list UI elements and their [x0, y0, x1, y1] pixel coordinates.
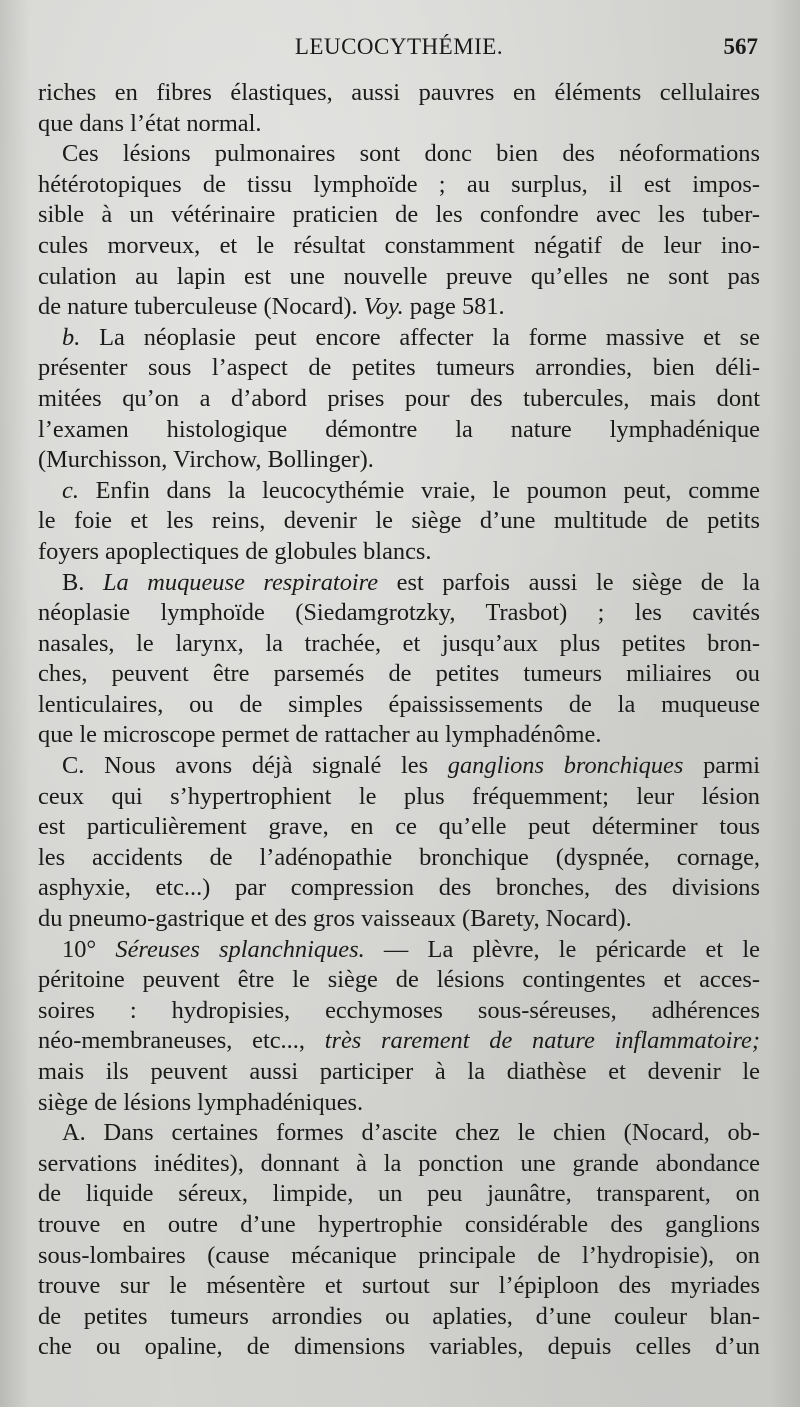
text-line	[38, 384, 760, 415]
text-line	[38, 1241, 760, 1272]
text-line	[38, 568, 760, 599]
text-segment: A. Dans certaines formes d’ascite chez le chien (Nocard, ob-	[62, 1119, 760, 1147]
text-segment: les accidents de l’adénopathie bronchique (dyspnée, cornage,	[38, 843, 760, 871]
text-segment: C. Nous avons déjà signalé les	[62, 752, 448, 780]
text-segment: parmi	[683, 752, 760, 780]
text-line	[38, 1271, 760, 1302]
text-line	[38, 720, 760, 751]
italic-text: La muqueuse respiratoire	[102, 568, 379, 596]
text-segment: hétérotopiques de tissu lymphoïde ; au surplus, il est impos-	[38, 170, 760, 198]
text-segment: est particulièrement grave, en ce qu’elle peut déterminer tous	[38, 813, 760, 841]
text-line	[38, 1179, 760, 1210]
text-segment: ceux qui s’hypertrophient le plus fréquemment; leur lésion	[38, 782, 760, 810]
text-segment: cules morveux, et le résultat constamment négatif de leur ino-	[38, 231, 760, 259]
text-line	[38, 1088, 760, 1119]
text-line	[38, 170, 760, 201]
text-segment: péritoine peuvent être le siège de lésions contingentes et acces-	[38, 966, 760, 994]
italic-text: ganglions bronchiques	[447, 752, 684, 780]
text-line	[38, 231, 760, 262]
text-line	[38, 965, 760, 996]
text-segment: B.	[62, 568, 103, 596]
text-segment: siège de lésions lymphadéniques.	[38, 1088, 364, 1116]
text-line	[38, 1057, 760, 1088]
text-line	[38, 935, 760, 966]
text-line	[38, 690, 760, 721]
text-line	[38, 996, 760, 1027]
text-segment: riches en fibres élastiques, aussi pauvres en éléments cellulaires	[38, 79, 760, 106]
italic-text: Séreuses splanchniques.	[115, 935, 365, 963]
text-line	[38, 843, 760, 874]
italic-text: c.	[62, 476, 79, 504]
text-segment: le foie et les reins, devenir le siège d’une multitude de petits	[38, 507, 760, 535]
text-line	[38, 506, 760, 537]
text-segment: mais ils peuvent aussi participer à la diathèse et devenir le	[38, 1058, 760, 1085]
text-segment: que dans l’état normal.	[38, 109, 262, 137]
text-segment: asphyxie, etc...) par compression des bronches, des divisions	[38, 874, 760, 902]
text-line	[38, 873, 760, 904]
text-line	[38, 537, 760, 568]
text-segment: l’examen histologique démontre la nature lymphadénique	[38, 415, 760, 443]
text-segment: — La plèvre, le péricarde et le	[364, 935, 760, 963]
text-segment: du pneumo-gastrique et des gros vaisseaux (Barety, Nocard).	[38, 905, 632, 933]
text-line	[38, 782, 760, 813]
text-segment: nasales, le larynx, la trachée, et jusqu’aux plus petites bron-	[38, 629, 760, 657]
text-line	[38, 353, 760, 384]
text-line	[38, 1332, 760, 1363]
text-line	[38, 292, 760, 323]
text-line	[38, 598, 760, 629]
text-segment: trouve sur le mésentère et surtout sur l’épiploon des myriades	[38, 1272, 760, 1300]
text-segment: page 581.	[403, 293, 505, 321]
text-line	[38, 200, 760, 231]
text-segment: de nature tuberculeuse (Nocard).	[38, 293, 364, 321]
text-line	[38, 78, 760, 109]
text-line	[38, 476, 760, 507]
text-line	[38, 1026, 760, 1057]
italic-text: b.	[62, 323, 81, 351]
text-segment: de liquide séreux, limpide, un peu jaunâtre, transparent, on	[38, 1180, 760, 1208]
text-line	[38, 904, 760, 935]
running-title: LEUCOCYTHÉMIE.	[294, 34, 504, 59]
text-line	[38, 1149, 760, 1180]
text-segment: ches, peuvent être parsemés de petites tumeurs miliaires ou	[38, 660, 760, 688]
text-line	[38, 262, 760, 293]
text-segment: che ou opaline, de dimensions variables, depuis celles d’un	[38, 1333, 760, 1361]
text-line	[38, 415, 760, 446]
text-line	[38, 109, 760, 140]
text-line	[38, 629, 760, 660]
text-segment: foyers apoplectiques de globules blancs.	[38, 537, 432, 565]
text-segment: que le microscope permet de rattacher au lymphadénôme.	[38, 721, 602, 749]
text-line	[38, 751, 760, 782]
text-segment: trouve en outre d’une hypertrophie considérable des ganglions	[38, 1210, 760, 1238]
text-line	[38, 812, 760, 843]
page-number: 567	[723, 34, 758, 59]
text-line	[38, 445, 760, 476]
text-segment: soires : hydropisies, ecchymoses sous-séreuses, adhérences	[38, 996, 760, 1024]
text-segment: Enfin dans la leucocythémie vraie, le poumon peut, comme	[78, 476, 760, 504]
text-segment: sible à un vétérinaire praticien de les confondre avec les tuber-	[38, 201, 760, 229]
text-line	[38, 323, 760, 354]
text-segment: de petites tumeurs arrondies ou aplaties, d’une couleur blan-	[38, 1302, 760, 1330]
text-segment: mitées qu’on a d’abord prises pour des tubercules, mais dont	[38, 384, 760, 412]
text-segment: servations inédites), donnant à la ponction une grande abondance	[38, 1149, 760, 1177]
text-segment: culation au lapin est une nouvelle preuve qu’elles ne sont pas	[38, 262, 760, 290]
text-segment: sous-lombaires (cause mécanique principale de l’hydropisie), on	[38, 1241, 760, 1269]
text-segment: La néoplasie peut encore affecter la forme massive et se	[80, 323, 760, 351]
text-segment: Ces lésions pulmonaires sont donc bien des néoformations	[62, 140, 760, 168]
italic-text: très rarement de nature inflammatoire;	[324, 1027, 760, 1055]
text-line	[38, 1302, 760, 1333]
text-segment: lenticulaires, ou de simples épaississements de la muqueuse	[38, 690, 760, 718]
text-segment: néo-membraneuses, etc...,	[38, 1027, 325, 1055]
text-segment: néoplasie lymphoïde (Siedamgrotzky, Trasbot) ; les cavités	[38, 599, 760, 627]
italic-text: Voy.	[363, 293, 404, 321]
text-line	[38, 139, 760, 170]
text-line	[38, 1118, 760, 1149]
text-segment: présenter sous l’aspect de petites tumeurs arrondies, bien déli-	[38, 354, 760, 382]
text-segment: 10°	[62, 935, 116, 963]
text-line	[38, 1210, 760, 1241]
page-header	[38, 34, 760, 66]
text-segment: est parfois aussi le siège de la	[378, 568, 760, 596]
body-text	[38, 78, 760, 1363]
text-segment: (Murchisson, Virchow, Bollinger).	[38, 446, 374, 474]
text-line	[38, 659, 760, 690]
